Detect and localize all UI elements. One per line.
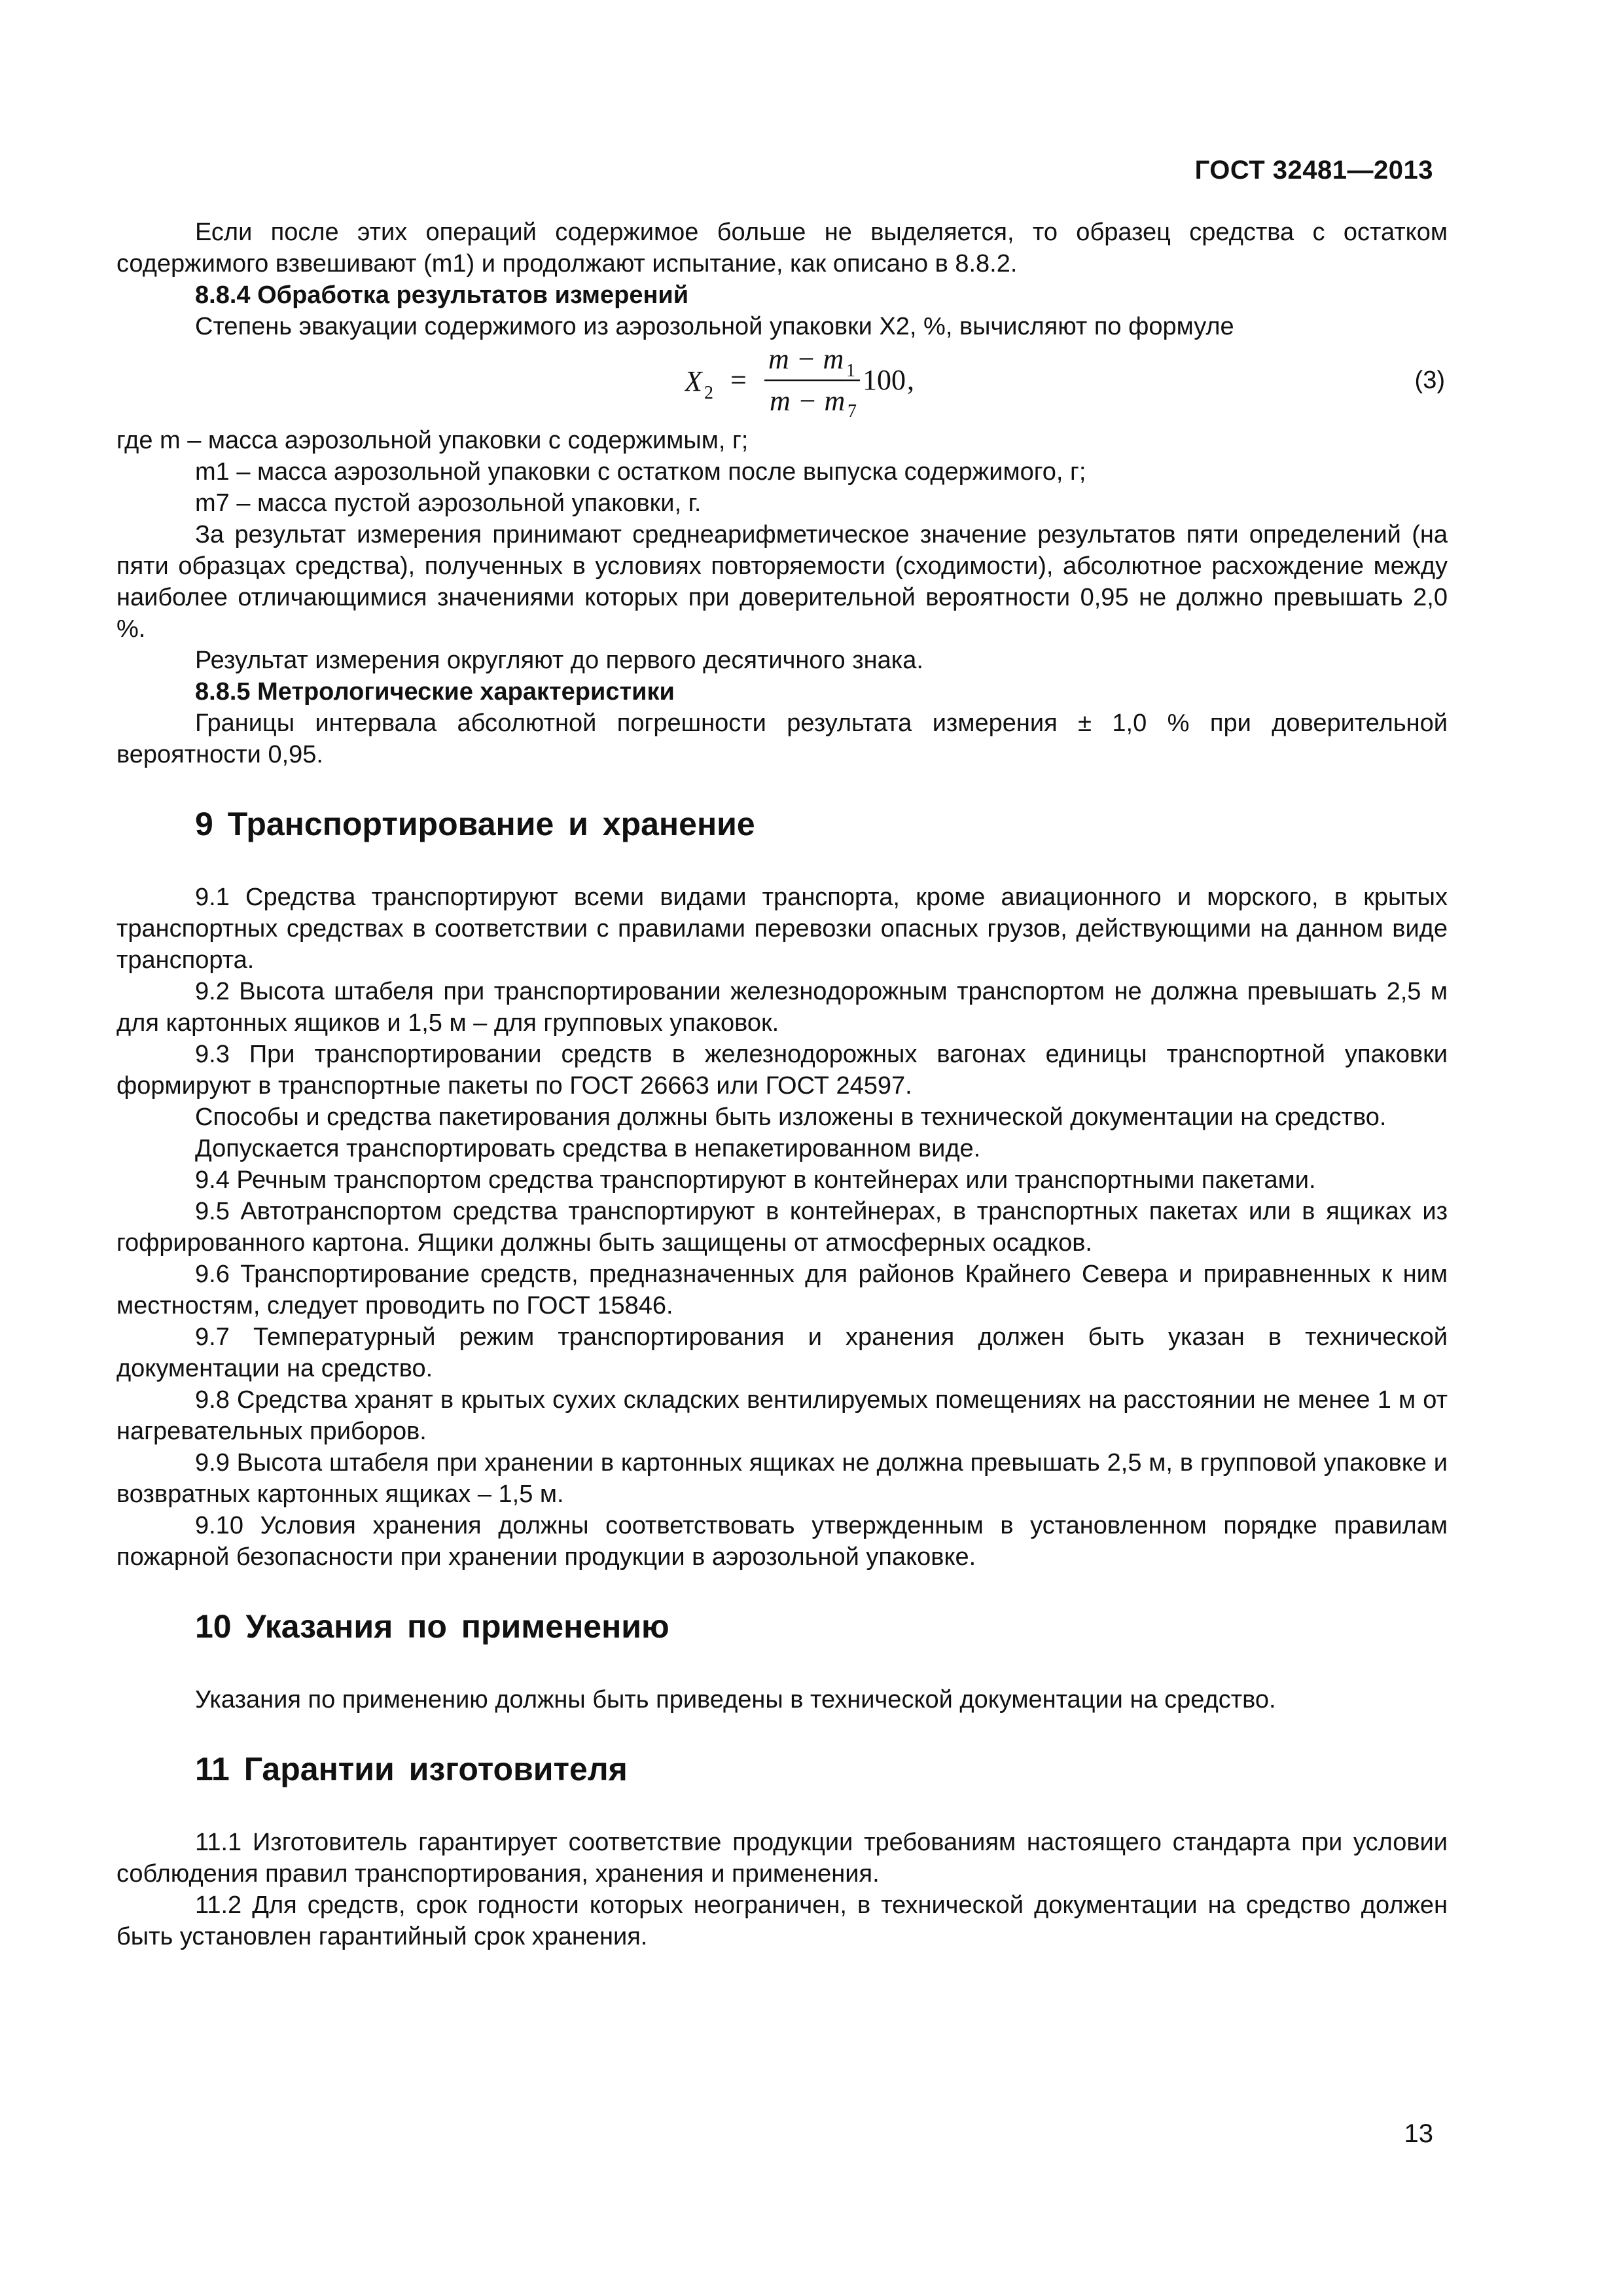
formula-denominator: m − m bbox=[770, 385, 846, 417]
section-11-paragraph: 11.2 Для средств, срок годности которых неограничен, в технической документации на средство должен быть установлен гарантийный срок хранения. bbox=[116, 1892, 1448, 1950]
formula-number: (3) bbox=[1414, 367, 1445, 394]
formula-comma: , bbox=[907, 364, 914, 396]
section-9-paragraph: 9.2 Высота штабеля при транспортировании железнодорожным транспортом не должна превышать 2,5 м для картонных ящиков и 1,5 м – для групповых упаковок. bbox=[116, 978, 1448, 1037]
section-9-paragraph: 9.7 Температурный режим транспортирования и хранения должен быть указан в технической документации на средство. bbox=[116, 1323, 1448, 1382]
intro-paragraph: Если после этих операций содержимое больше не выделяется, то образец средства с остатком содержимого взвешивают (m1) и продолжают испытание, как описано в 8.8.2. bbox=[116, 219, 1448, 278]
section-title-10: 10 Указания по применению bbox=[195, 1608, 669, 1645]
formula-block bbox=[116, 342, 1448, 420]
section-10-paragraph: Указания по применению должны быть приведены в технической документации на средство. bbox=[195, 1686, 1276, 1713]
section-11-paragraph: 11.1 Изготовитель гарантирует соответствие продукции требованиям настоящего стандарта при условии соблюдения правил транспортирования, хранения и применения. bbox=[116, 1829, 1448, 1888]
section-9-paragraph: 9.9 Высота штабеля при хранении в картонных ящиках не должна превышать 2,5 м, в групповой упаковке и возвратных картонных ящиках – 1,5 м. bbox=[116, 1449, 1448, 1508]
formula-numerator: m − m bbox=[768, 343, 844, 375]
formula-3 bbox=[685, 342, 1051, 420]
formula-lhs: X bbox=[685, 365, 702, 397]
formula-def-m7: m7 – масса пустой аэрозольной упаковки, г. bbox=[195, 490, 702, 517]
section-9-paragraph: 9.1 Средства транспортируют всеми видами транспорта, кроме авиационного и морского, в крытых транспортных средствах в соответствии с правилами перевозки опасных грузов, действующими на данном виде транспорта. bbox=[116, 884, 1448, 974]
section-9-paragraph: Допускается транспортировать средства в непакетированном виде. bbox=[195, 1135, 981, 1162]
formula-eq: = bbox=[730, 364, 747, 396]
subsection-title-884: 8.8.4 Обработка результатов измерений bbox=[195, 281, 689, 309]
section-9-paragraph: Способы и средства пакетирования должны быть изложены в технической документации на средство. bbox=[195, 1103, 1387, 1131]
document-header: ГОСТ 32481—2013 bbox=[1194, 156, 1433, 185]
formula-multiplier: 100 bbox=[863, 364, 906, 396]
formula-numerator-sub: 1 bbox=[846, 361, 855, 381]
section-9-paragraph: 9.8 Средства хранят в крытых сухих складских вентилируемых помещениях на расстоянии не менее 1 м от нагревательных приборов. bbox=[116, 1386, 1448, 1445]
section-title-9: 9 Транспортирование и хранение bbox=[195, 806, 755, 842]
result-paragraph: За результат измерения принимают среднеарифметическое значение результатов пяти определений (на пяти образцах средства), полученных в условиях повторяемости (сходимости), абсолютное расхождение между наиболее отличающимися значениями которых при доверительной вероятности 0,95 не должно превышать 2,0 %. bbox=[116, 521, 1448, 643]
section-9-paragraph: 9.6 Транспортирование средств, предназначенных для районов Крайнего Севера и приравненных к ним местностям, следует проводить по ГОСТ 15846. bbox=[116, 1261, 1448, 1319]
formula-lhs-sub: 2 bbox=[704, 383, 713, 403]
page-content bbox=[116, 217, 1448, 1952]
formula-def-m1: m1 – масса аэрозольной упаковки с остатком после выпуска содержимого, г; bbox=[195, 458, 1086, 486]
section-title-11: 11 Гарантии изготовителя bbox=[195, 1751, 628, 1787]
subsection-title-885: 8.8.5 Метрологические характеристики bbox=[195, 678, 675, 706]
formula-denominator-sub: 7 bbox=[847, 401, 857, 420]
section-9-paragraph: 9.4 Речным транспортом средства транспортируют в контейнерах или транспортными пакетами. bbox=[195, 1166, 1316, 1194]
metrology-paragraph: Границы интервала абсолютной погрешности результата измерения ± 1,0 % при доверительной вероятности 0,95. bbox=[116, 709, 1448, 768]
section-9-paragraph: 9.10 Условия хранения должны соответствовать утвержденным в установленном порядке правилам пожарной безопасности при хранении продукции в аэрозольной упаковке. bbox=[116, 1512, 1448, 1571]
page-number: 13 bbox=[1404, 2119, 1433, 2148]
formula-intro: Степень эвакуации содержимого из аэрозольной упаковки X2, %, вычисляют по формуле bbox=[195, 313, 1234, 340]
rounding-paragraph: Результат измерения округляют до первого десятичного знака. bbox=[195, 647, 923, 674]
section-9-paragraph: 9.5 Автотранспортом средства транспортируют в контейнерах, в транспортных пакетах или в ящиках из гофрированного картона. Ящики должны быть защищены от атмосферных осадков. bbox=[116, 1198, 1448, 1257]
formula-where: где m – масса аэрозольной упаковки с содержимым, г; bbox=[116, 427, 749, 454]
section-9-paragraph: 9.3 При транспортировании средств в железнодорожных вагонах единицы транспортной упаковки формируют в транспортные пакеты по ГОСТ 26663 или ГОСТ 24597. bbox=[116, 1041, 1448, 1100]
